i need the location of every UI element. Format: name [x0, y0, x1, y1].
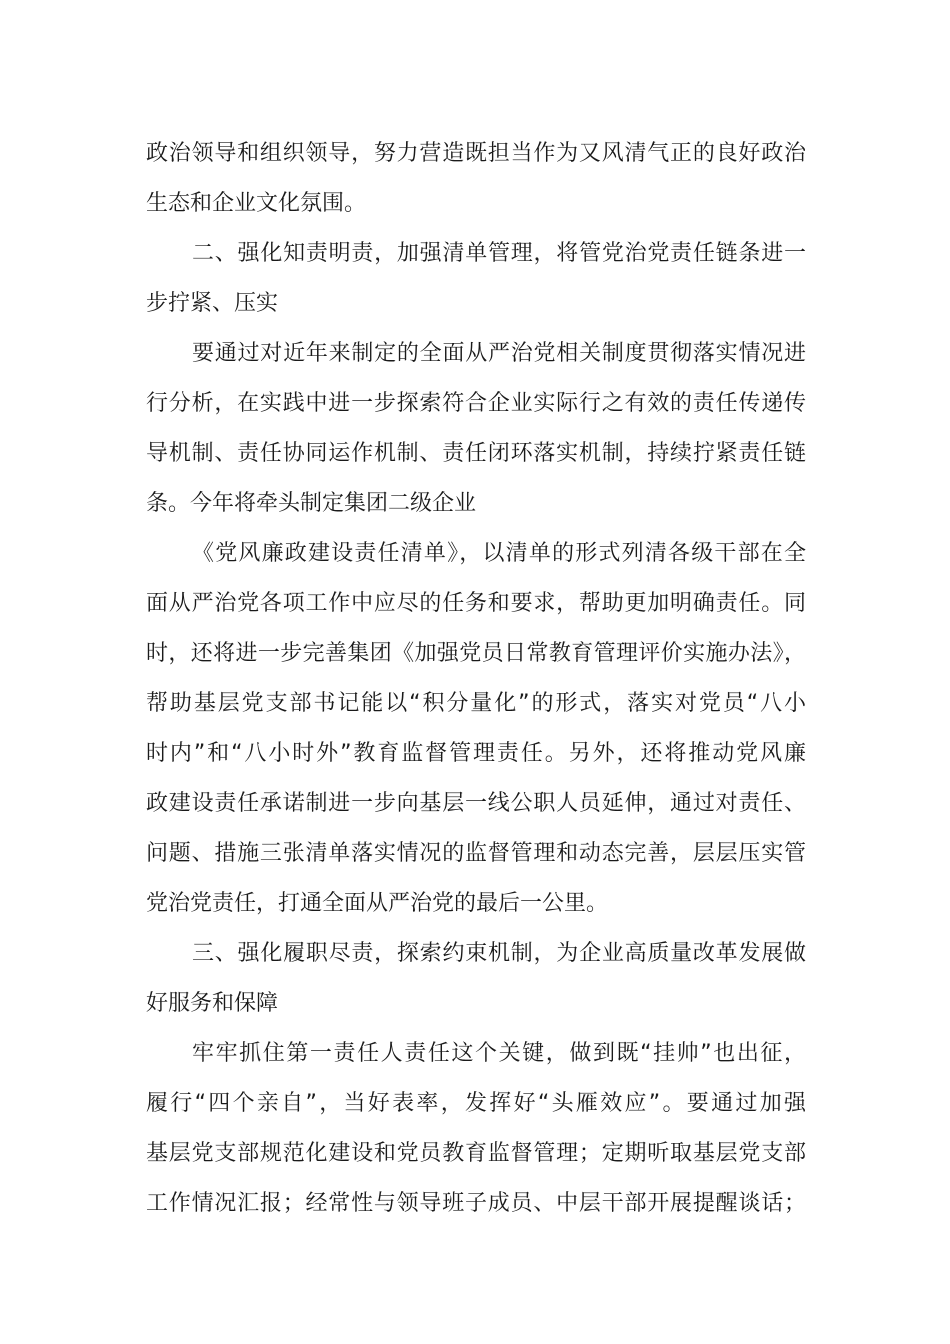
- text-line: 导机制、责任协同运作机制、责任闭环落实机制，持续拧紧责任链: [146, 441, 806, 466]
- text-line: 时内”和“八小时外”教育监督管理责任。另外，还将推动党风廉: [146, 741, 806, 766]
- text-line: 党治党责任，打通全面从严治党的最后一公里。: [146, 891, 609, 916]
- section-heading-line: 好服务和保障: [146, 991, 279, 1016]
- text-line: 行分析，在实践中进一步探索符合企业实际行之有效的责任传递传: [146, 391, 806, 416]
- text-line: 问题、措施三张清单落实情况的监督管理和动态完善，层层压实管: [146, 841, 806, 866]
- section-heading-line: 步拧紧、压实: [146, 291, 279, 316]
- text-line: 生态和企业文化氛围。: [146, 191, 367, 216]
- text-line: 基层党支部规范化建设和党员教育监督管理；定期听取基层党支部: [146, 1141, 806, 1166]
- text-line: 牢牢抓住第一责任人责任这个关键，做到既“挂帅”也出征，: [192, 1041, 806, 1066]
- text-line: 履行“四个亲自”，当好表率，发挥好“头雁效应”。要通过加强: [146, 1091, 806, 1116]
- section-heading-line: 三、强化履职尽责，探索约束机制，为企业高质量改革发展做: [192, 941, 806, 966]
- text-line: 帮助基层党支部书记能以“积分量化”的形式，落实对党员“八小: [146, 691, 806, 716]
- text-line: 政治领导和组织领导，努力营造既担当作为又风清气正的良好政治: [146, 141, 806, 166]
- text-line: 时，还将进一步完善集团《加强党员日常教育管理评价实施办法》，: [146, 641, 806, 666]
- text-line: 政建设责任承诺制进一步向基层一线公职人员延伸，通过对责任、: [146, 791, 806, 816]
- text-line: 面从严治党各项工作中应尽的任务和要求，帮助更加明确责任。同: [146, 591, 806, 616]
- text-line: 要通过对近年来制定的全面从严治党相关制度贯彻落实情况进: [192, 341, 806, 366]
- section-heading-line: 二、强化知责明责，加强清单管理，将管党治党责任链条进一: [192, 241, 806, 266]
- text-line: 《党风廉政建设责任清单》，以清单的形式列清各级干部在全: [192, 541, 806, 566]
- text-line: 工作情况汇报；经常性与领导班子成员、中层干部开展提醒谈话；: [146, 1191, 806, 1216]
- text-line: 条。今年将牵头制定集团二级企业: [146, 491, 477, 516]
